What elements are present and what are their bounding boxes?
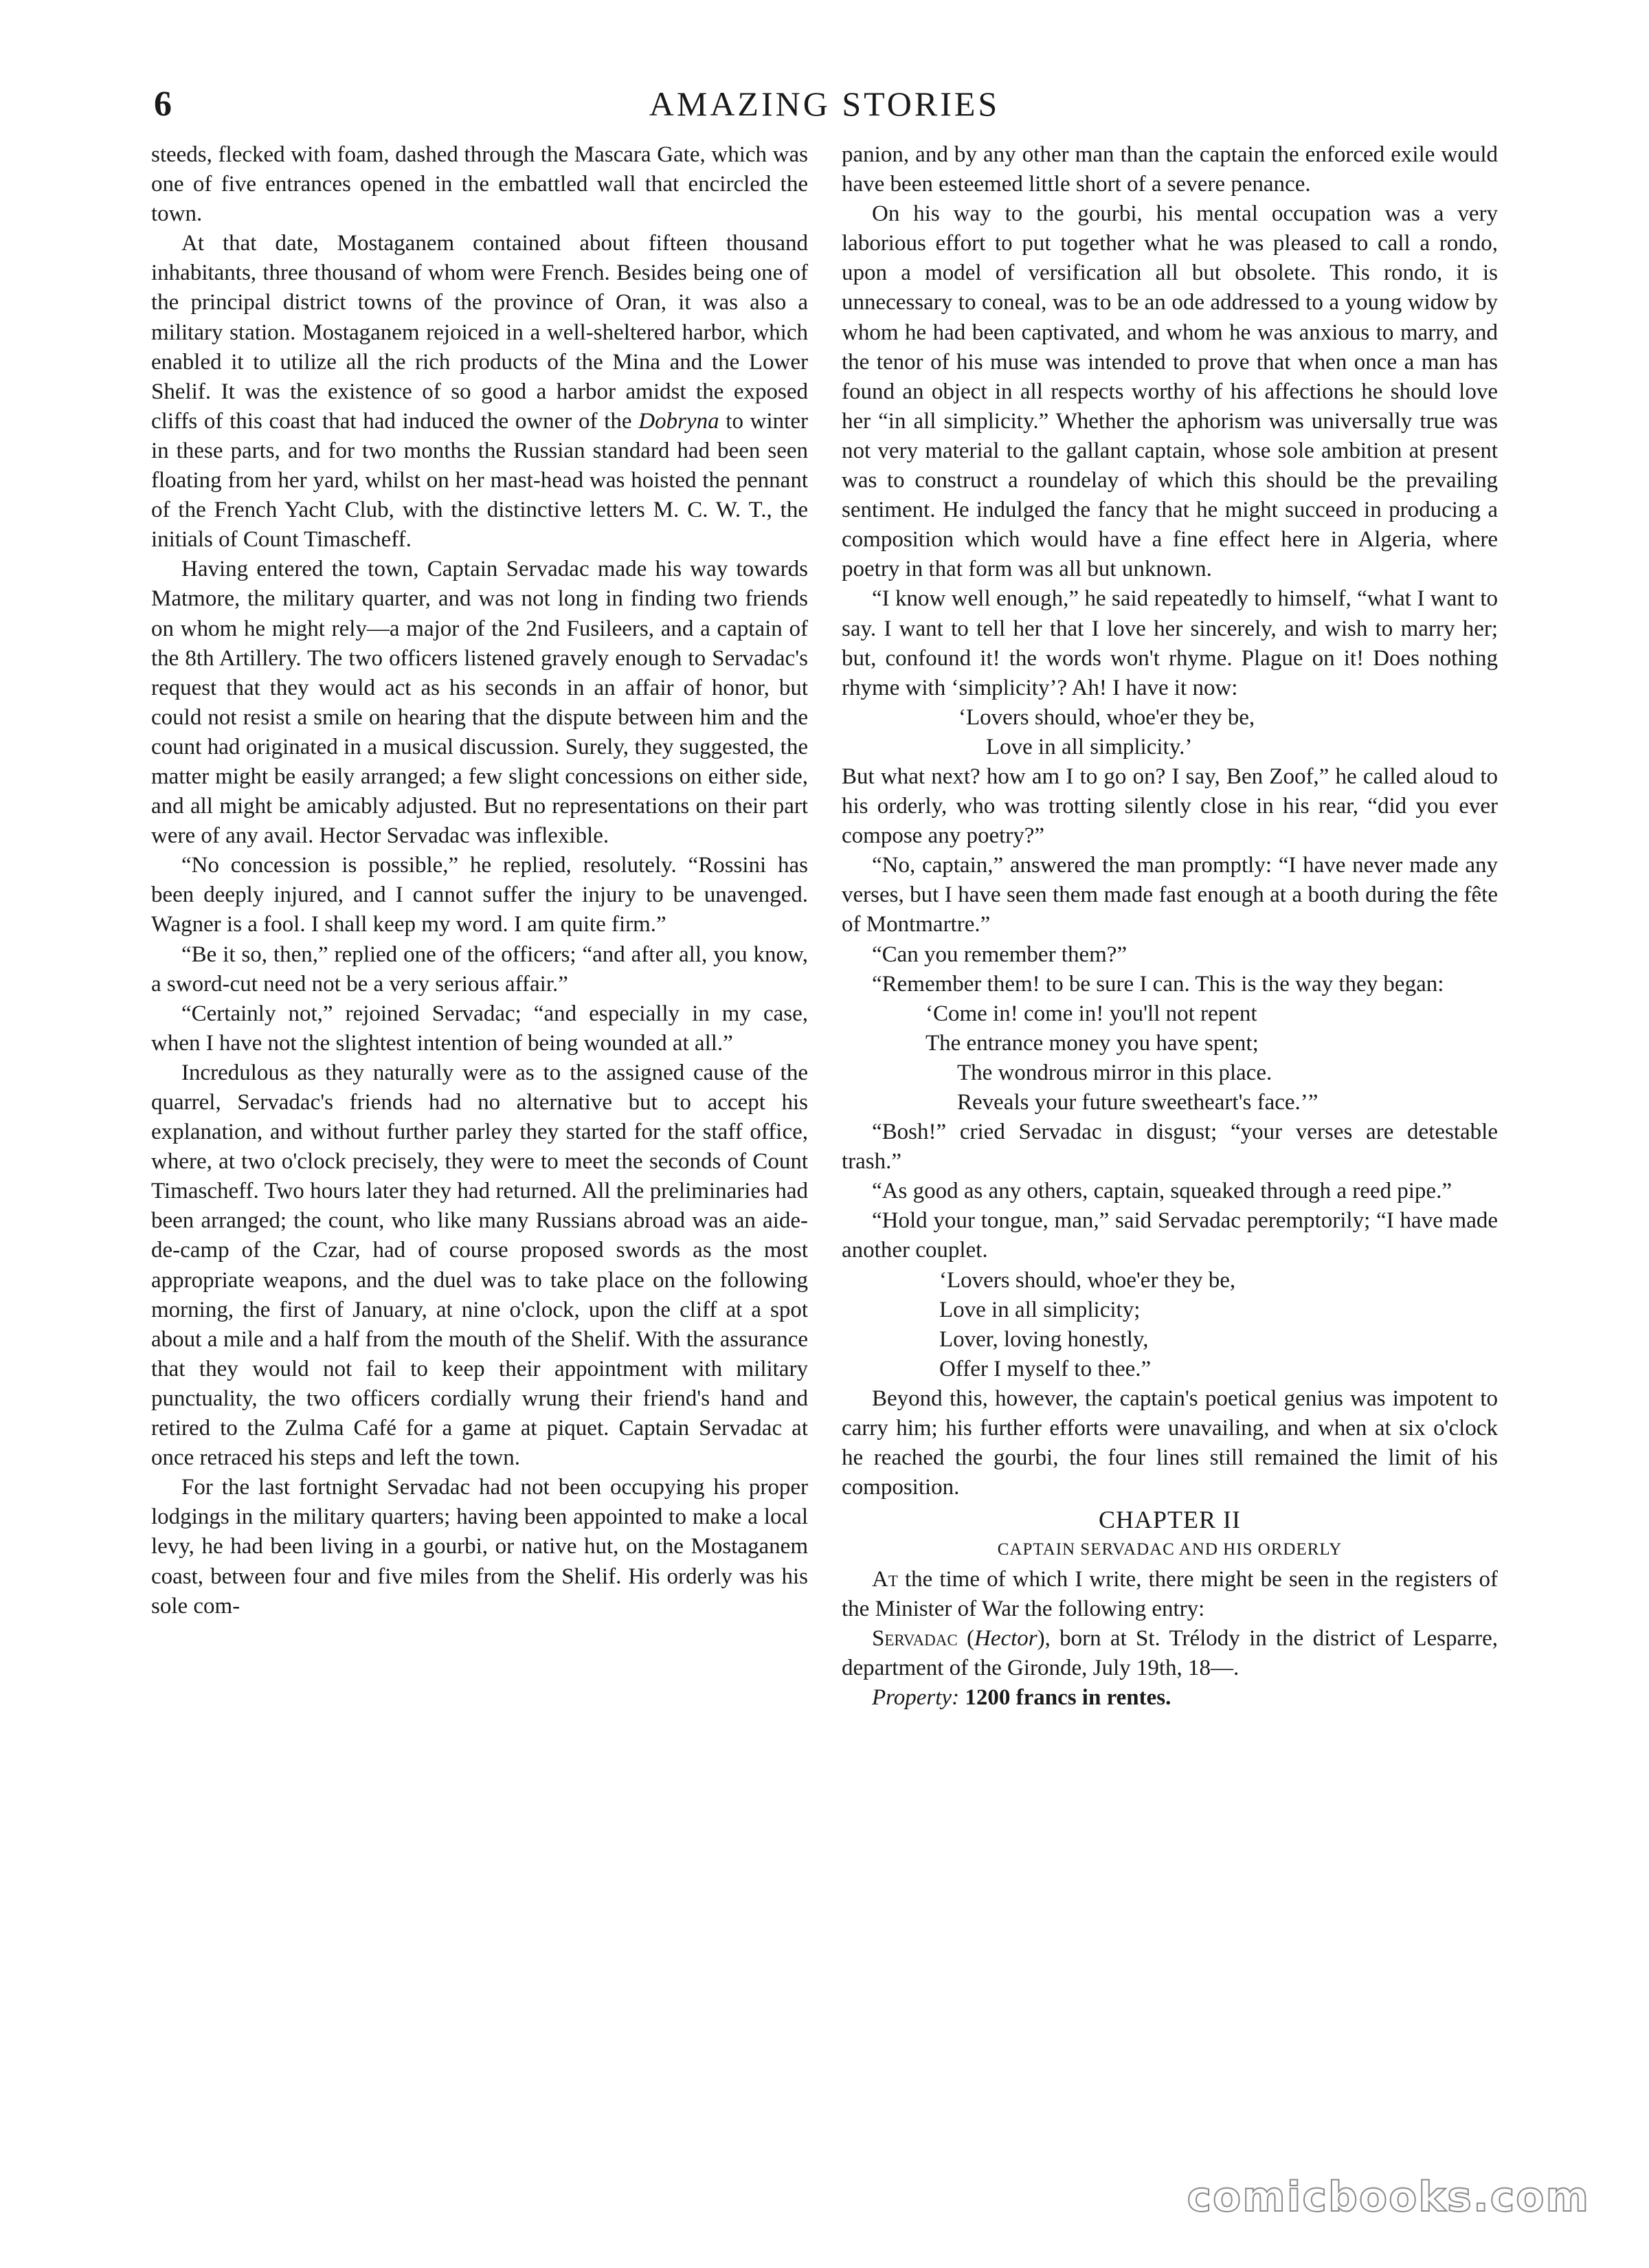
paragraph: On his way to the gourbi, his mental occupation was a very laborious effort to put together what he was pleased to call a rondo, upon a model of versification all but obsolete. This rondo, it is unnecessary to coneal, was to be an ode addressed to a young widow by whom he had been captivated, and whom he was anxious to marry, and the tenor of his muse was intended to prove that when once a man has found an object in all respects worthy of his affections he should love her “in all simplicity.” Whether the aphorism was universally true was not very material to the gallant captain, whose sole ambition at present was to construct a roundelay of which this should be the prevailing sentiment. He indulged the fancy that he might succeed in producing a composition which would have a fine effect here in Algeria, where poetry in that form was all but unknown. [842,201,1498,582]
paragraph: For the last fortnight Servadac had not been occupying his proper lodgings in the military quarters; having been appointed to make a local levy, he had been living in a gourbi, or native hut, on the Mostaganem coast, between four and five miles from the Shelif. His orderly was his sole com- [151,1475,808,1619]
paragraph: panion, and by any other man than the captain the enforced exile would have been esteemed little short of a severe penance. [842,142,1498,197]
page-header [0,81,1649,136]
verse-line: Love in all simplicity.’ [986,734,1193,759]
paragraph: “Be it so, then,” replied one of the officers; “and after all, you know, a sword-cut need not be a very serious affair.” [151,942,808,997]
paragraph: Incredulous as they naturally were as to the assigned cause of the quarrel, Servadac's friends had no alternative but to accept his explanation, and without further parley they started for the staff office, where, at two o'clock precisely, they were to meet the seconds of Count Timascheff. Two hours later they had returned. All the preliminaries had been arranged; the count, who like many Russians abroad was an aide-de-camp of the Czar, had of course proposed swords as the most appropriate weapons, and the duel was to take place on the following morning, the first of January, at nine o'clock, upon the cliff at a spot about a mile and a half from the mouth of the Shelif. With the assurance that they would not fail to keep their appointment with military punctuality, the two officers cordially wrung their friend's hand and retired to the Zulma Café for a game at piquet. Captain Servadac at once retraced his steps and left the town. [151,1060,808,1471]
verse-couplet [842,703,1498,762]
lead-word: At [872,1566,898,1592]
verse-line: ‘Lovers should, whoe'er they be, [939,1267,1236,1293]
verse-quatrain [842,1266,1498,1384]
verse-line: Offer I myself to thee.” [939,1356,1152,1381]
paragraph: “As good as any others, captain, squeaked through a reed pipe.” [872,1179,1452,1204]
property-label: Property: [872,1685,960,1710]
paragraph: “Hold your tongue, man,” said Servadac peremptorily; “I have made another couplet. [842,1208,1498,1263]
site-watermark: comicbooks.com [1187,2173,1590,2221]
verse-line: Reveals your future sweetheart's face.’” [957,1090,1319,1115]
paragraph: At the time of which I write, there might be seen in the registers of the Minister of War the following entry: [842,1566,1498,1621]
right-column [842,140,1498,1713]
paragraph: “Can you remember them?” [872,942,1128,967]
paragraph: Beyond this, however, the captain's poetical genius was impotent to carry him; his further efforts were unavailing, and when at six o'clock he reached the gourbi, the four lines still remained the limit of his composition. [842,1386,1498,1500]
verse-booth [842,999,1498,1118]
verse-line: Lover, loving honestly, [939,1326,1149,1352]
paragraph: steeds, flecked with foam, dashed through the Mascara Gate, which was one of five entrances opened in the embattled wall that encircled the town. [151,142,808,227]
surname: Servadac [872,1625,958,1651]
register-entry: Servadac (Hector), born at St. Trélody in the district of Lesparre, department of the Gironde, July 19th, 18—. [842,1625,1498,1680]
chapter-title: CHAPTER II [1099,1506,1241,1534]
verse-line: The entrance money you have spent; [926,1030,1259,1056]
verse-line: ‘Come in! come in! you'll not repent [926,1001,1257,1026]
left-column [151,140,808,1621]
paragraph: Having entered the town, Captain Servadac made his way towards Matmore, the military quarter, and was not long in finding two friends on whom he might rely—a major of the 2nd Fusileers, and a captain of the 8th Artillery. The two officers listened gravely enough to Servadac's request that they would act as his seconds in an affair of honor, but could not resist a smile on hearing that the dispute between him and the count had originated in a musical discussion. Surely, they suggested, the matter might be easily arranged; a few slight concessions on either side, and all might be amicably adjusted. But no representations on their part were of any avail. Hector Servadac was inflexible. [151,557,808,849]
paragraph: “Bosh!” cried Servadac in disgust; “your verses are detestable trash.” [842,1120,1498,1175]
given-name: Hector [974,1625,1037,1651]
paragraph: “I know well enough,” he said repeatedly to himself, “what I want to say. I want to tell her that I love her sincerely, and wish to marry her; but, confound it! the words won't rhyme. Plague on it! Does nothing rhyme with ‘simplicity’? Ah! I have it now: [842,586,1498,700]
verse-line: The wondrous mirror in this place. [957,1060,1272,1085]
paragraph: At that date, Mostaganem contained about fifteen thousand inhabitants, three thousand of whom were French. Besides being one of the principal district towns of the province of Oran, it was also a military station. Mostaganem rejoiced in a well-sheltered harbor, which enabled it to utilize all the rich products of the Mina and the Lower Shelif. It was the existence of so good a harbor amidst the exposed cliffs of this coast that had induced the owner of the Dobryna to winter in these parts, and for two months the Russian standard had been seen floating from her yard, whilst on her mast-head was hoisted the pennant of the French Yacht Club, with the distinctive letters M. C. W. T., the initials of Count Timascheff. [151,231,808,553]
ship-name: Dobryna [638,408,719,434]
magazine-title: AMAZING STORIES [649,85,1000,123]
verse-line: Love in all simplicity; [939,1297,1141,1322]
paragraph: “Certainly not,” rejoined Servadac; “and especially in my case, when I have not the slightest intention of being wounded at all.” [151,1001,808,1056]
property-entry [842,1683,1498,1713]
chapter-subtitle: CAPTAIN SERVADAC AND HIS ORDERLY [997,1540,1343,1559]
paragraph: “Remember them! to be sure I can. This is the way they began: [872,971,1444,997]
verse-line: ‘Lovers should, whoe'er they be, [958,704,1255,730]
page-number: 6 [154,85,172,124]
property-value: 1200 francs in rentes. [959,1685,1171,1710]
paragraph: “No concession is possible,” he replied, resolutely. “Rossini has been deeply injured, and I cannot suffer the injury to be unavenged. Wagner is a fool. I shall keep my word. I am quite firm.” [151,853,808,937]
paragraph: “No, captain,” answered the man promptly: “I have never made any verses, but I have seen them made fast enough at a booth during the fête of Montmartre.” [842,853,1498,937]
paragraph: But what next? how am I to go on? I say, Ben Zoof,” he called aloud to his orderly, who was trotting silently close in his rear, “did you ever compose any poetry?” [842,764,1498,849]
